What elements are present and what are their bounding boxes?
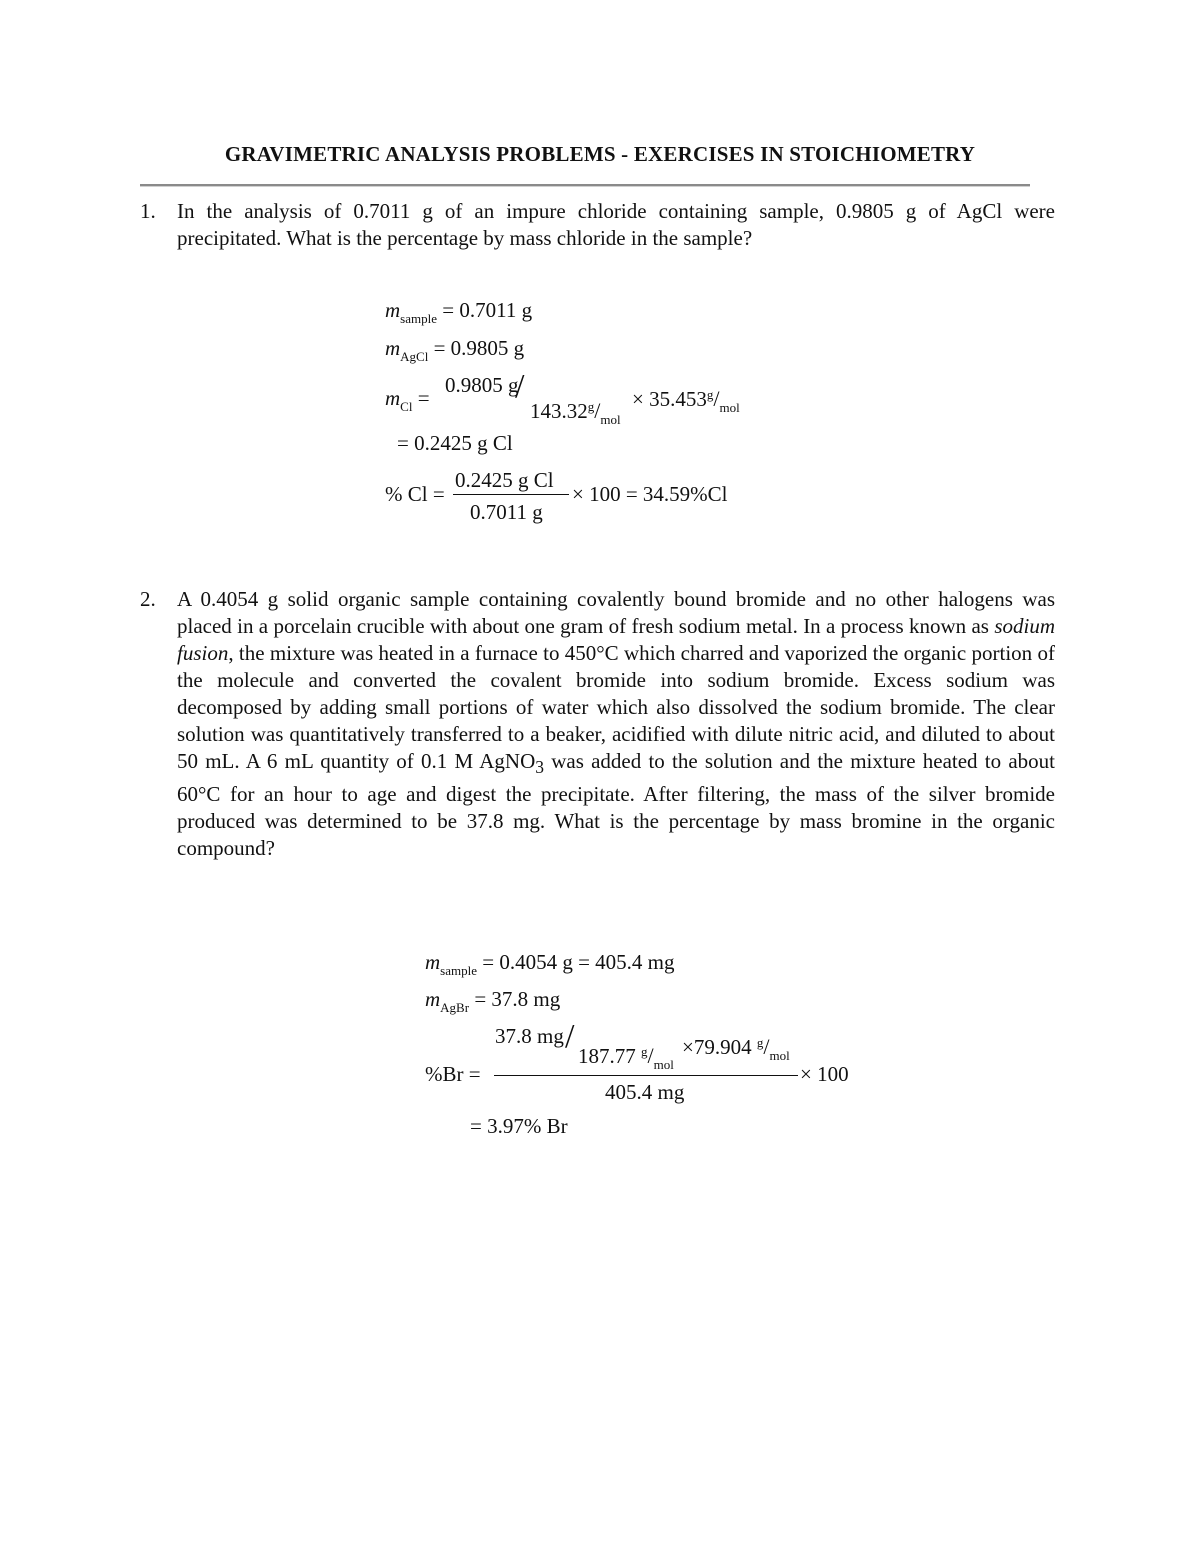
- solution-1-pct-denominator: 0.7011 g: [470, 500, 543, 524]
- solution-1-pct-result: × 100 = 34.59%Cl: [572, 482, 728, 506]
- division-slash: /: [565, 1018, 575, 1055]
- fraction-bar: [453, 494, 569, 495]
- solution-1-line-cl-label: $m_{Cl}$ =: [385, 386, 430, 414]
- solution-2-denominator: 405.4 mg: [605, 1080, 685, 1104]
- title-divider: [140, 184, 1030, 187]
- solution-2-times100: × 100: [800, 1062, 849, 1086]
- division-slash: /: [515, 368, 525, 405]
- solution-2-numerator-top: 37.8 mg: [495, 1024, 564, 1048]
- problem-number: 2.: [140, 587, 156, 611]
- solution-1-numerator: 0.9805 g: [445, 373, 519, 397]
- problem-text: In the analysis of 0.7011 g of an impure chloride containing sample, 0.9805 g of AgCl were precipitated. What is the percentage by mass chloride in the sample?: [177, 199, 1055, 250]
- fraction-bar: [494, 1075, 798, 1076]
- solution-1-denominator: $143.32^g/_{mol}$: [530, 398, 621, 427]
- problem-1: [140, 198, 1055, 252]
- solution-1-pct-label: % Cl =: [385, 482, 445, 506]
- solution-1-line-sample: $m_{sample} = 0.7011$ g: [385, 298, 533, 326]
- solution-2-line-agbr: $m_{AgBr} = 37.8$ mg: [425, 987, 561, 1015]
- solution-2-numerator-den: 187.77 $^g/_{mol}$: [578, 1043, 674, 1072]
- solution-1-multiplier: × $35.453^g/_{mol}$: [632, 386, 740, 415]
- solution-2-pct-label: %Br =: [425, 1062, 481, 1086]
- solution-2-line-sample: $m_{sample} = 0.4054$ g = 405.4 mg: [425, 950, 675, 978]
- solution-2-numerator-times: ×79.904 $^g/_{mol}$: [682, 1034, 790, 1063]
- solution-2-result: = 3.97% Br: [470, 1114, 568, 1138]
- document-title: GRAVIMETRIC ANALYSIS PROBLEMS - EXERCISES IN STOICHIOMETRY: [224, 142, 976, 166]
- solution-1-line-agcl: $m_{AgCl} = 0.9805$ g: [385, 336, 525, 364]
- solution-1-line-result: = 0.2425 g Cl: [397, 431, 513, 455]
- solution-1-pct-numerator: 0.2425 g Cl: [455, 468, 554, 492]
- problem-number: 1.: [140, 199, 156, 223]
- problem-2: [140, 586, 1055, 862]
- problem-text: A 0.4054 g solid organic sample containing covalently bound bromide and no other halogens was placed in a porcelain crucible with about one gram of fresh sodium metal. In a process known as sodium fusion, the mixture was heated in a furnace to 450°C which charred and vaporized the organic portion of the molecule and converted the covalent bromide into sodium bromide. Excess sodium was decomposed by adding small portions of water which also dissolved the sodium bromide. The clear solution was quantitatively transferred to a beaker, acidified with dilute nitric acid, and diluted to about 50 mL. A 6 mL quantity of 0.1 M AgNO$_3$ was added to the solution and the mixture heated to about 60°C for an hour to age and digest the precipitate. After filtering, the mass of the silver bromide produced was determined to be 37.8 mg. What is the percentage by mass bromine in the organic compound?: [177, 587, 1055, 861]
